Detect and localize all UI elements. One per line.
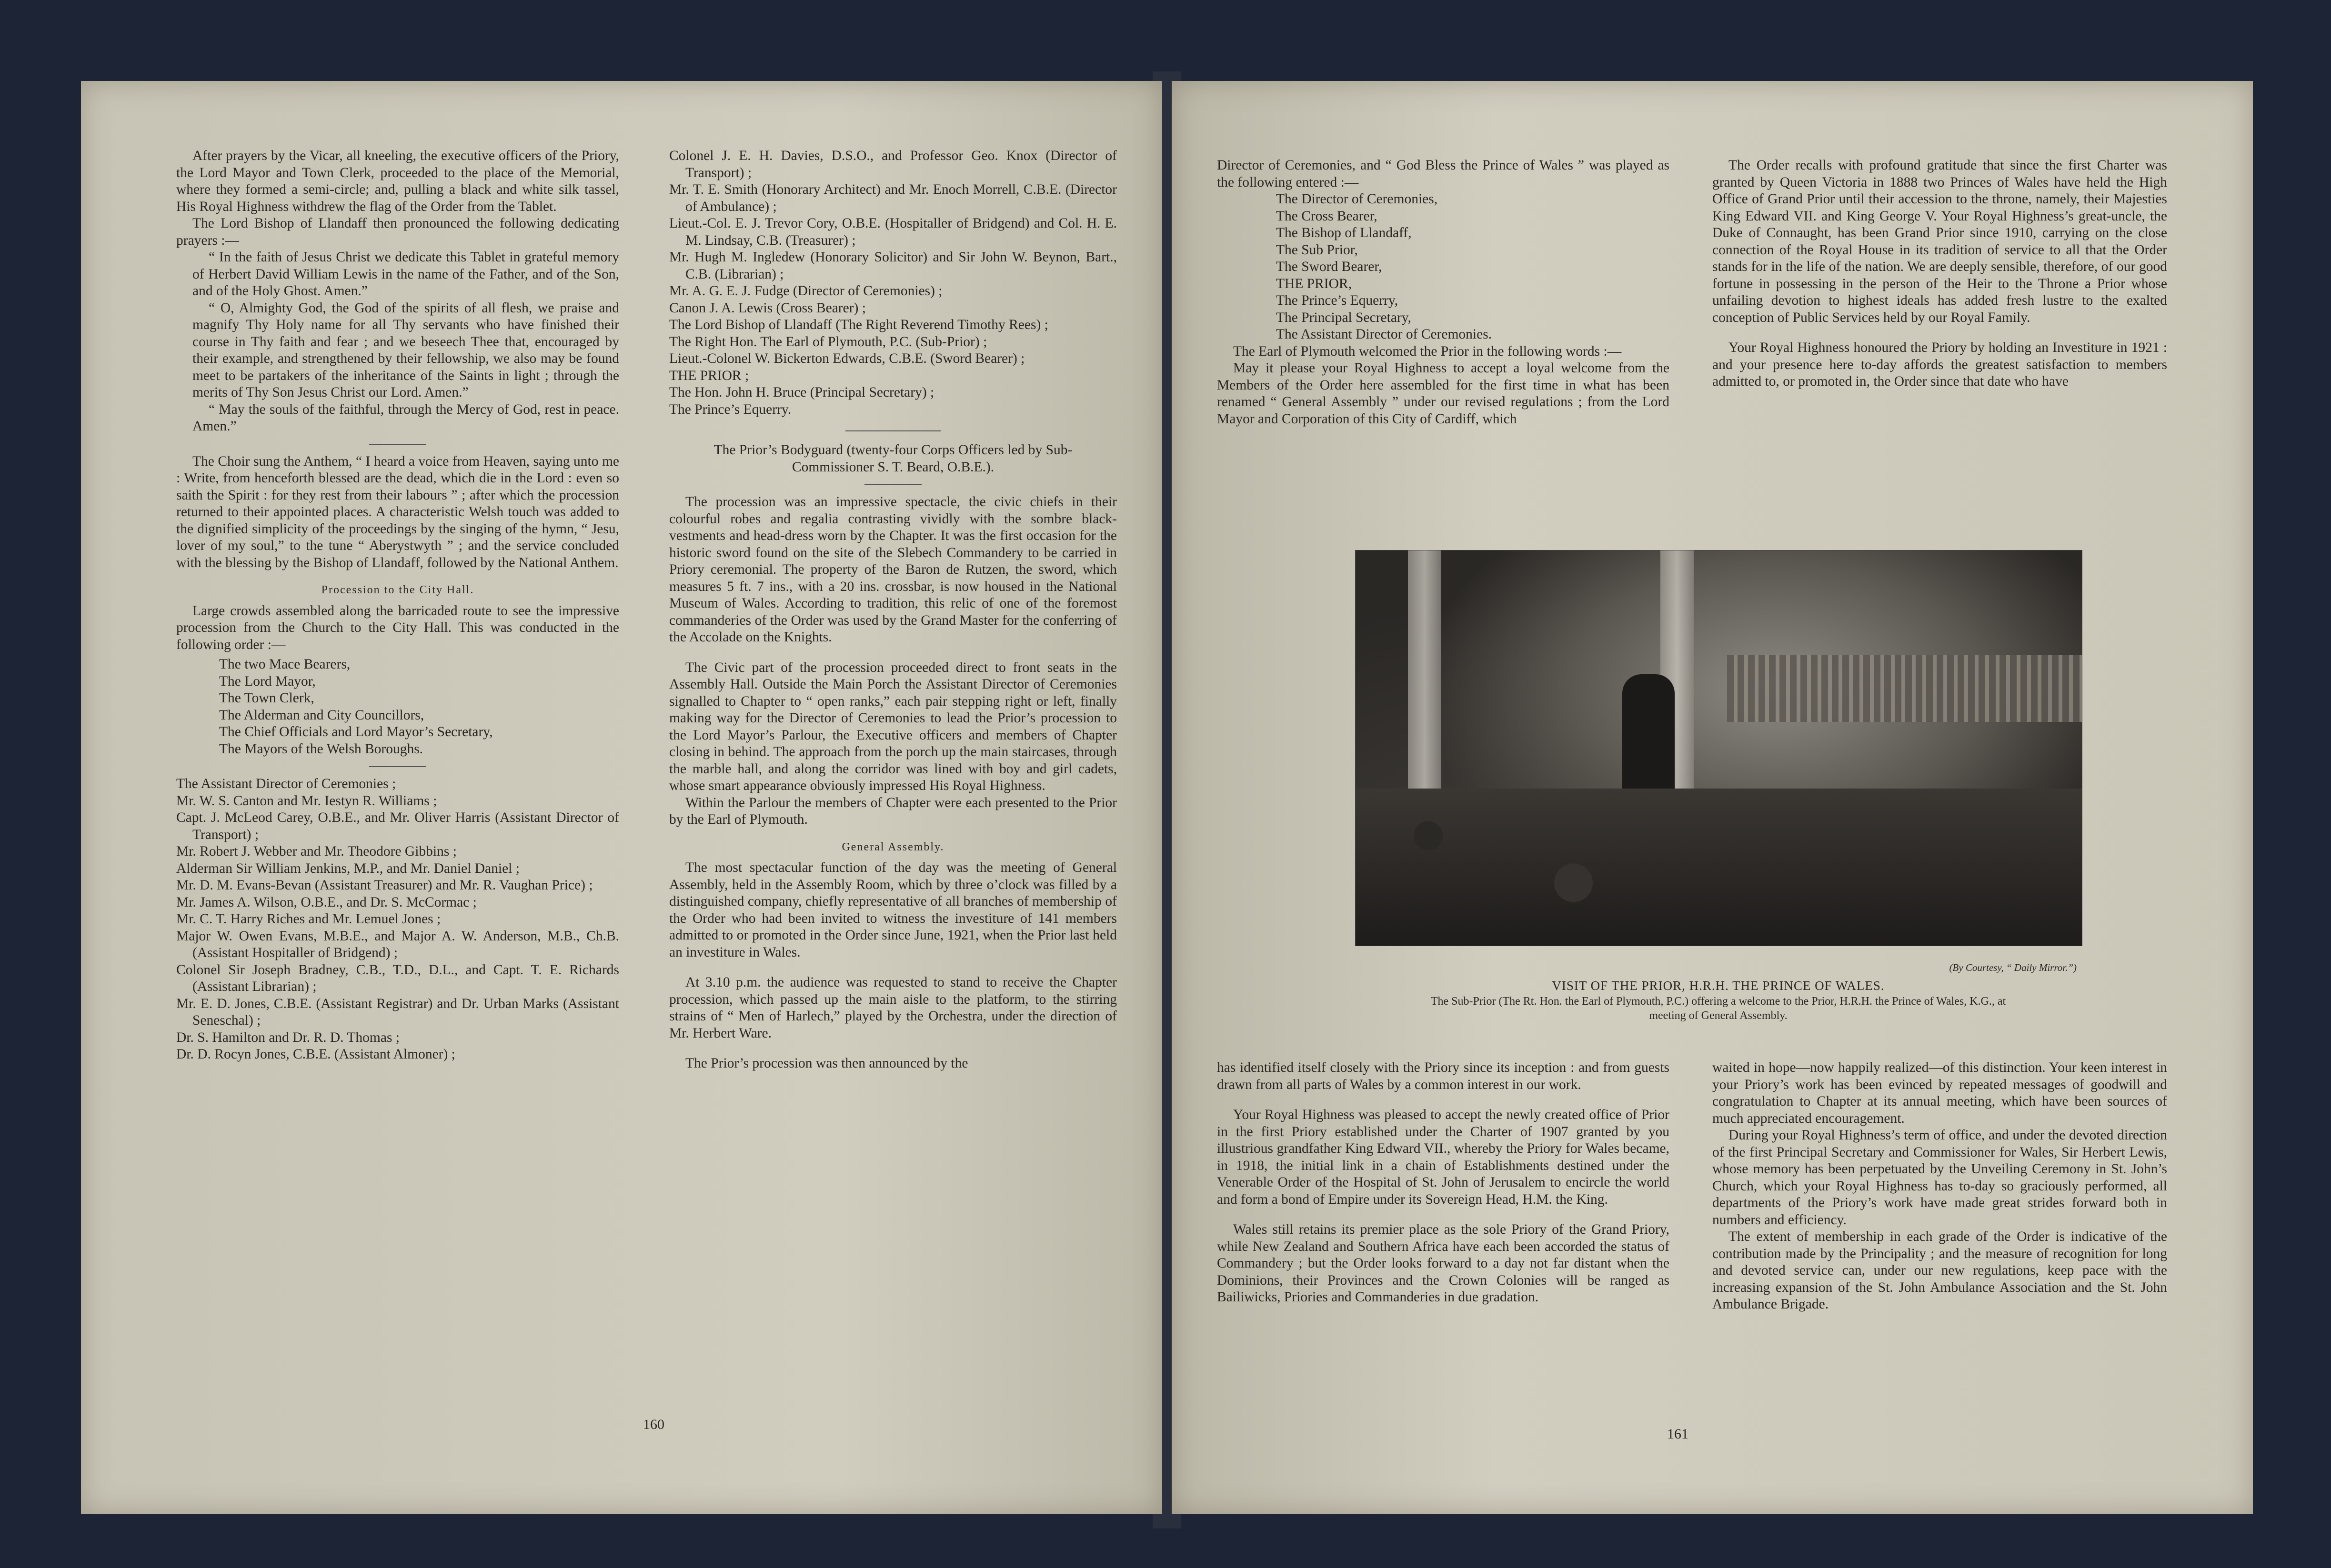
prayer-quote: “ In the faith of Jesus Christ we dedicate this Tablet in grateful memory of Herbert David William Lewis in the name of the Father, and of the Son, and of the Holy Ghost. Amen.” bbox=[192, 250, 619, 299]
list-item: Colonel Sir Joseph Bradney, C.B., T.D., D.L., and Capt. T. E. Richards (Assistant Librarian) ; bbox=[176, 962, 619, 994]
list-item: The two Mace Bearers, bbox=[219, 657, 351, 672]
photo-caption-title: VISIT OF THE PRIOR, H.R.H. THE PRINCE OF WALES. bbox=[1552, 979, 1885, 993]
list-item: Dr. D. Rocyn Jones, C.B.E. (Assistant Almoner) ; bbox=[176, 1047, 455, 1062]
divider bbox=[369, 766, 426, 767]
paragraph: waited in hope—now happily realized—of this distinction. Your keen interest in your Priory’s work has been evinced by repeated messages of goodwill and congratulation to Chapter at its annual meeting, which have been sources of much appreciated encouragement. bbox=[1712, 1060, 2167, 1126]
paragraph: At 3.10 p.m. the audience was requested to stand to receive the Chapter procession, which passed up the main aisle to the platform, to the stirring strains of “ Men of Harlech,” played by the Orchestra, under the direction of Mr. Herbert Ware. bbox=[669, 975, 1117, 1041]
left-column-1 bbox=[176, 148, 619, 1063]
list-item: The Bishop of Llandaff, bbox=[1276, 225, 1412, 240]
divider bbox=[864, 484, 922, 485]
list-item: Major W. Owen Evans, M.B.E., and Major A. W. Anderson, M.B., Ch.B. (Assistant Hospitaller of Bridgend) ; bbox=[176, 928, 619, 960]
list-item: The Hon. John H. Bruce (Principal Secretary) ; bbox=[669, 385, 934, 400]
bodyguard-note: The Prior’s Bodyguard (twenty-four Corps Officers led by Sub-Commissioner S. T. Beard, O.B.E.). bbox=[713, 442, 1073, 475]
paragraph: Wales still retains its premier place as the sole Priory of the Grand Priory, while New Zealand and Southern Africa have each been accorded the status of Commandery ; but the Order looks forward to a day not far distant when the Dominions, their Provinces and the Crown Colonies will be ranged as Bailiwicks, Priories and Commanderies in due gradation. bbox=[1217, 1222, 1669, 1305]
list-item: Mr. C. T. Harry Riches and Mr. Lemuel Jones ; bbox=[176, 911, 441, 927]
paragraph: Within the Parlour the members of Chapter were each presented to the Prior by the Earl of Plymouth. bbox=[669, 795, 1117, 827]
list-item: Mr. A. G. E. J. Fudge (Director of Ceremonies) ; bbox=[669, 283, 943, 299]
right-column-4 bbox=[1712, 1059, 2167, 1313]
list-item: Mr. W. S. Canton and Mr. Iestyn R. Williams ; bbox=[176, 793, 437, 809]
list-item: The Prince’s Equerry, bbox=[1276, 293, 1398, 308]
list-item: Lieut.-Col. E. J. Trevor Cory, O.B.E. (Hospitaller of Bridgend) and Col. H. E. M. Lindsay, C.B. (Treasurer) ; bbox=[669, 216, 1117, 248]
list-item: Mr. E. D. Jones, C.B.E. (Assistant Registrar) and Dr. Urban Marks (Assistant Seneschal) ; bbox=[176, 996, 619, 1028]
list-item: The Assistant Director of Ceremonies. bbox=[1276, 327, 1492, 342]
paragraph: During your Royal Highness’s term of office, and under the devoted direction of the first Principal Secretary and Commissioner for Wales, Sir Herbert Lewis, whose memory has been perpetuated by the Unveiling Ceremony in St. John’s Church, which your Royal Highness has to-day so graciously performed, all departments of the Priory’s work have made great strides forward both in numbers and efficiency. bbox=[1712, 1128, 2167, 1228]
list-item: Canon J. A. Lewis (Cross Bearer) ; bbox=[669, 300, 866, 316]
photo-speaker-figure bbox=[1622, 674, 1675, 798]
paragraph: The Order recalls with profound gratitude that since the first Charter was granted by Queen Victoria in 1888 two Princes of Wales have held the High Office of Grand Prior until their accession to the throne, namely, their Majesties King Edward VII. and King George V. Your Royal Highness’s great-uncle, the Duke of Connaught, has been Grand Prior since 1910, carrying on the close connection of the Royal House in its tradition of service to all that the Order stands for in the life of the nation. We are deeply sensible, therefore, of our good fortune in possessing in the person of the Heir to the Throne a Prior whose unfailing devotion to highest ideals has added fresh lustre to the exalted conception of Public Services held by our Royal Family. bbox=[1712, 158, 2167, 325]
divider bbox=[369, 444, 426, 445]
photo-pillar bbox=[1408, 550, 1441, 798]
divider bbox=[845, 430, 941, 431]
section-heading: General Assembly. bbox=[842, 840, 944, 853]
procession-order-list bbox=[176, 656, 619, 758]
list-item: Colonel J. E. H. Davies, D.S.O., and Professor Geo. Knox (Director of Transport) ; bbox=[669, 148, 1117, 180]
left-column-2 bbox=[669, 148, 1117, 1072]
paragraph: The Prior’s procession was then announced by the bbox=[685, 1056, 968, 1071]
photo-credit: (By Courtesy, “ Daily Mirror.”) bbox=[1949, 962, 2077, 973]
list-item: The Alderman and City Councillors, bbox=[219, 707, 424, 723]
paragraph: The Civic part of the procession proceeded direct to front seats in the Assembly Hall. Outside the Main Porch the Assistant Director of Ceremonies signalled to Chapter to “ open ranks,” each pair stepping right or left, finally making way for the Director of Ceremonies to lead the Prior’s procession to the Lord Mayor’s Parlour, the Executive officers and members of Chapter closing in behind. The approach from the porch up the main staircases, through the marble hall, and along the corridor was lined with boy and girl cadets, whose smart appearance obviously impressed His Royal Highness. bbox=[669, 659, 1117, 793]
paragraph: After prayers by the Vicar, all kneeling, the executive officers of the Priory, the Lord Mayor and Town Clerk, proceeded to the place of the Memorial, where they formed a semi-circle; and, pulling a black and white silk tassel, His Royal Highness withdrew the flag of the Order from the Tablet. bbox=[176, 148, 619, 214]
paragraph: Your Royal Highness was pleased to accept the newly created office of Prior in the first Priory established under the Charter of 1907 granted by you illustrious grandfather King Edward VII., whereby the Priory for Wales became, in 1918, the initial link in a chain of Establishments destined under the Venerable Order of the Hospital of St. John of Jerusalem to encircle the world and form a bond of Empire under its Sovereign Head, H.M. the King. bbox=[1217, 1107, 1669, 1207]
right-column-2 bbox=[1712, 157, 2167, 390]
photo-caption: The Sub-Prior (The Rt. Hon. the Earl of Plymouth, P.C.) offering a welcome to the Prior, H.R.H. the Prince of Wales, K.G., at meeting of General Assembly. bbox=[1430, 995, 2006, 1022]
list-item: Mr. Robert J. Webber and Mr. Theodore Gibbins ; bbox=[176, 844, 457, 859]
list-item: Mr. Hugh M. Ingledew (Honorary Solicitor) and Sir John W. Beynon, Bart., C.B. (Librarian) ; bbox=[669, 250, 1117, 282]
paragraph: has identified itself closely with the Priory since its inception : and from guests drawn from all parts of Wales by a common interest in our work. bbox=[1217, 1060, 1669, 1092]
list-item: The Chief Officials and Lord Mayor’s Secretary, bbox=[219, 724, 493, 739]
list-item: The Assistant Director of Ceremonies ; bbox=[176, 776, 396, 791]
section-heading: Procession to the City Hall. bbox=[321, 584, 474, 596]
list-item: The Director of Ceremonies, bbox=[1276, 191, 1438, 207]
list-item: Lieut.-Colonel W. Bickerton Edwards, C.B.E. (Sword Bearer) ; bbox=[669, 351, 1025, 366]
list-item: Mr. D. M. Evans-Bevan (Assistant Treasurer) and Mr. R. Vaughan Price) ; bbox=[176, 878, 593, 893]
paragraph: The procession was an impressive spectacle, the civic chiefs in their colourful robes and regalia contrasting vividly with the sombre black-vestments and head-dress worn by the Chapter. It was the first occasion for the historic sword found on the site of the Slebech Commandery to be carried in Priory ceremonial. The property of the Baron de Rutzen, the sword, which measures 5 ft. 7 ins., with a 20 ins. crossbar, is now housed in the National Museum of Wales. According to tradition, this relic of one of the foremost commanderies of the Order was used by the Grand Master for the conferring of the Accolade on the Knights. bbox=[669, 494, 1117, 645]
prayer-quote: “ May the souls of the faithful, through the Mercy of God, rest in peace. Amen.” bbox=[192, 401, 619, 434]
list-item: Capt. J. McLeod Carey, O.B.E., and Mr. Oliver Harris (Assistant Director of Transport) ; bbox=[176, 810, 619, 842]
list-item: The Prince’s Equerry. bbox=[669, 401, 792, 417]
list-item: Alderman Sir William Jenkins, M.P., and Mr. Daniel Daniel ; bbox=[176, 860, 520, 876]
list-item: The Sub Prior, bbox=[1276, 242, 1358, 258]
list-item: Dr. S. Hamilton and Dr. R. D. Thomas ; bbox=[176, 1029, 400, 1045]
list-item: The Sword Bearer, bbox=[1276, 259, 1382, 274]
list-item: The Mayors of the Welsh Boroughs. bbox=[219, 741, 423, 757]
list-item: THE PRIOR ; bbox=[669, 368, 749, 383]
list-item: The Principal Secretary, bbox=[1276, 310, 1411, 325]
prayer-quote: “ O, Almighty God, the God of the spirits of all flesh, we praise and magnify Thy Holy name for all Thy servants who have finished their course in Thy faith and fear ; and we beseech Thee that, encouraged by their example, and strengthened by their fellowship, we also may be found meet to be partakers of the inheritance of the Saints in light ; through the merits of Thy Son Jesus Christ our Lord. Amen.” bbox=[192, 300, 619, 400]
list-item: The Lord Mayor, bbox=[219, 673, 316, 689]
paragraph: Large crowds assembled along the barricaded route to see the impressive procession from the Church to the City Hall. This was conducted in the following order :— bbox=[176, 603, 619, 652]
paragraph: Director of Ceremonies, and “ God Bless the Prince of Wales ” was played as the following entered :— bbox=[1217, 158, 1669, 190]
photo-balcony bbox=[1727, 655, 2082, 722]
list-item: Mr. T. E. Smith (Honorary Architect) and Mr. Enoch Morrell, C.B.E. (Director of Ambulance) ; bbox=[669, 182, 1117, 214]
right-column-1 bbox=[1217, 157, 1669, 428]
list-item: The Town Clerk, bbox=[219, 690, 314, 706]
entry-order-list bbox=[1217, 191, 1669, 343]
paragraph: The Choir sung the Anthem, “ I heard a voice from Heaven, saying unto me : Write, from henceforth blessed are the dead, which die in the Lord : even so saith the Spirit : for they rest from their labours ” ; after which the procession returned to their appointed places. A characteristic Welsh touch was added to the dignified simplicity of the proceedings by the singing of the hymn, “ Jesu, lover of my soul,” to the tune “ Aberystwyth ” ; and the service concluded with the blessing by the Bishop of Llandaff, followed by the National Anthem. bbox=[176, 453, 619, 570]
paragraph: Your Royal Highness honoured the Priory by holding an Investiture in 1921 : and your presence here to-day affords the greatest satisfaction to members admitted to, or promoted in, the Order since that date who have bbox=[1712, 340, 2167, 389]
paragraph: The extent of membership in each grade of the Order is indicative of the contribution made by the Principality ; and the measure of recognition for long and devoted service can, under our new regulations, keep pace with the increasing expansion of the St. John Ambulance Association and the St. John Ambulance Brigade. bbox=[1712, 1229, 2167, 1312]
paragraph: The Earl of Plymouth welcomed the Prior in the following words :— bbox=[1233, 343, 1622, 359]
list-item: The Right Hon. The Earl of Plymouth, P.C. (Sub-Prior) ; bbox=[669, 334, 987, 350]
right-column-3 bbox=[1217, 1059, 1669, 1306]
list-item: The Lord Bishop of Llandaff (The Right Reverend Timothy Rees) ; bbox=[669, 317, 1048, 332]
photo-audience bbox=[1356, 789, 2082, 946]
paragraph: The most spectacular function of the day was the meeting of General Assembly, held in the Assembly Room, which by three o’clock was filled by a distinguished company, chiefly representative of all branches of membership of the Order who had been invited to witness the investiture of 141 members admitted to or promoted in the Order since June, 1921, when the Prior last held an investiture in Wales. bbox=[669, 860, 1117, 960]
page-number-left: 160 bbox=[643, 1417, 664, 1432]
assembly-photograph bbox=[1355, 550, 2082, 946]
paragraph: The Lord Bishop of Llandaff then pronounced the following dedicating prayers :— bbox=[176, 216, 619, 248]
list-item: Mr. James A. Wilson, O.B.E., and Dr. S. McCormac ; bbox=[176, 894, 477, 910]
page-number-right: 161 bbox=[1667, 1426, 1688, 1442]
list-item: THE PRIOR, bbox=[1276, 276, 1352, 291]
list-item: The Cross Bearer, bbox=[1276, 208, 1377, 224]
paragraph: May it please your Royal Highness to accept a loyal welcome from the Members of the Order here assembled for the first time in what has been renamed “ General Assembly ” under our revised regulations ; from the Lord Mayor and Corporation of this City of Cardiff, which bbox=[1217, 360, 1669, 427]
